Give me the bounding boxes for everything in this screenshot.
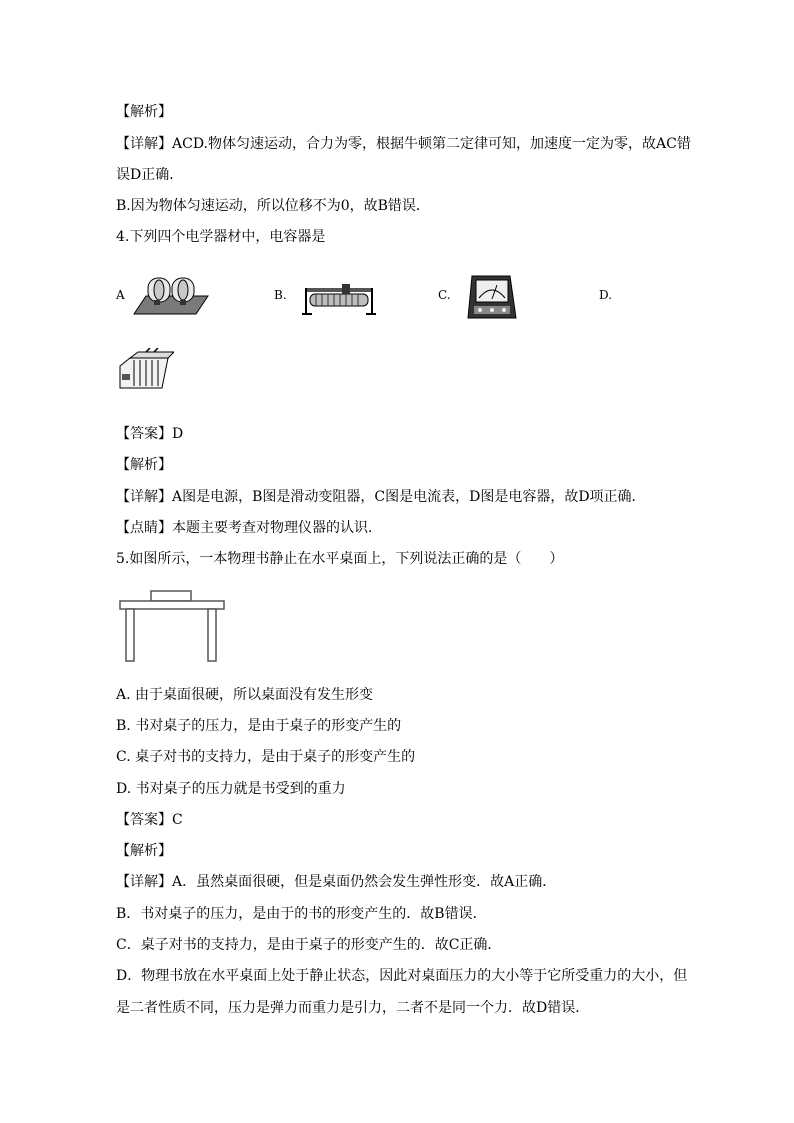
q5-detail-line-4: D．物理书放在水平桌面上处于静止状态，因此对桌面压力的大小等于它所受重力的大小，但 — [116, 968, 688, 984]
q5-detail-line-2: B．书对桌子的压力，是由于的书的形变产生的．故B错误． — [116, 906, 487, 922]
q5-option-d: D. 书对桌子的压力就是书受到的重力 — [116, 781, 346, 797]
analysis-heading-1: 【解析】 — [116, 104, 172, 120]
q4-option-a-label: A — [116, 288, 125, 302]
battery-figure — [132, 270, 212, 318]
q4-analysis-heading: 【解析】 — [116, 457, 172, 473]
detail-line-2: 误D正确． — [116, 167, 184, 183]
table-with-book-figure — [118, 590, 228, 664]
q5-detail-line-1: 【详解】A．虽然桌面很硬，但是桌面仍然会发生弹性形变．故A正确． — [116, 874, 557, 890]
q4-option-c-label: C. — [438, 288, 451, 302]
q5-option-a: A. 由于桌面很硬，所以桌面没有发生形变 — [116, 687, 374, 703]
q5-detail-line-3: C．桌子对书的支持力，是由于桌子的形变产生的．故C正确． — [116, 937, 502, 953]
q5-option-b: B. 书对桌子的压力，是由于桌子的形变产生的 — [116, 718, 402, 734]
q5-answer: 【答案】C — [116, 812, 183, 828]
q4-option-b-label: B. — [274, 288, 287, 302]
q5-option-c: C. 桌子对书的支持力，是由于桌子的形变产生的 — [116, 749, 416, 765]
q4-answer: 【答案】D — [116, 426, 184, 442]
detail-line-3: B.因为物体匀速运动，所以位移不为0，故B错误． — [116, 198, 430, 214]
q5-question: 5.如图所示，一本物理书静止在水平桌面上，下列说法正确的是（ ） — [116, 551, 564, 567]
q5-analysis-heading: 【解析】 — [116, 843, 172, 859]
capacitor-figure — [116, 348, 174, 394]
q4-question: 4.下列四个电学器材中，电容器是 — [116, 229, 326, 245]
detail-line-1: 【详解】ACD.物体匀速运动，合力为零，根据牛顿第二定律可知，加速度一定为零，故AC错 — [116, 136, 691, 152]
q4-option-d-label: D. — [599, 288, 613, 302]
ammeter-figure — [466, 272, 518, 322]
q4-comment: 【点睛】本题主要考查对物理仪器的认识． — [116, 520, 382, 536]
rheostat-figure — [302, 282, 376, 318]
q5-detail-line-5: 是二者性质不同，压力是弹力而重力是引力，二者不是同一个力．故D错误． — [116, 1000, 590, 1016]
q4-detail: 【详解】A图是电源，B图是滑动变阻器，C图是电流表，D图是电容器，故D项正确． — [116, 489, 646, 505]
